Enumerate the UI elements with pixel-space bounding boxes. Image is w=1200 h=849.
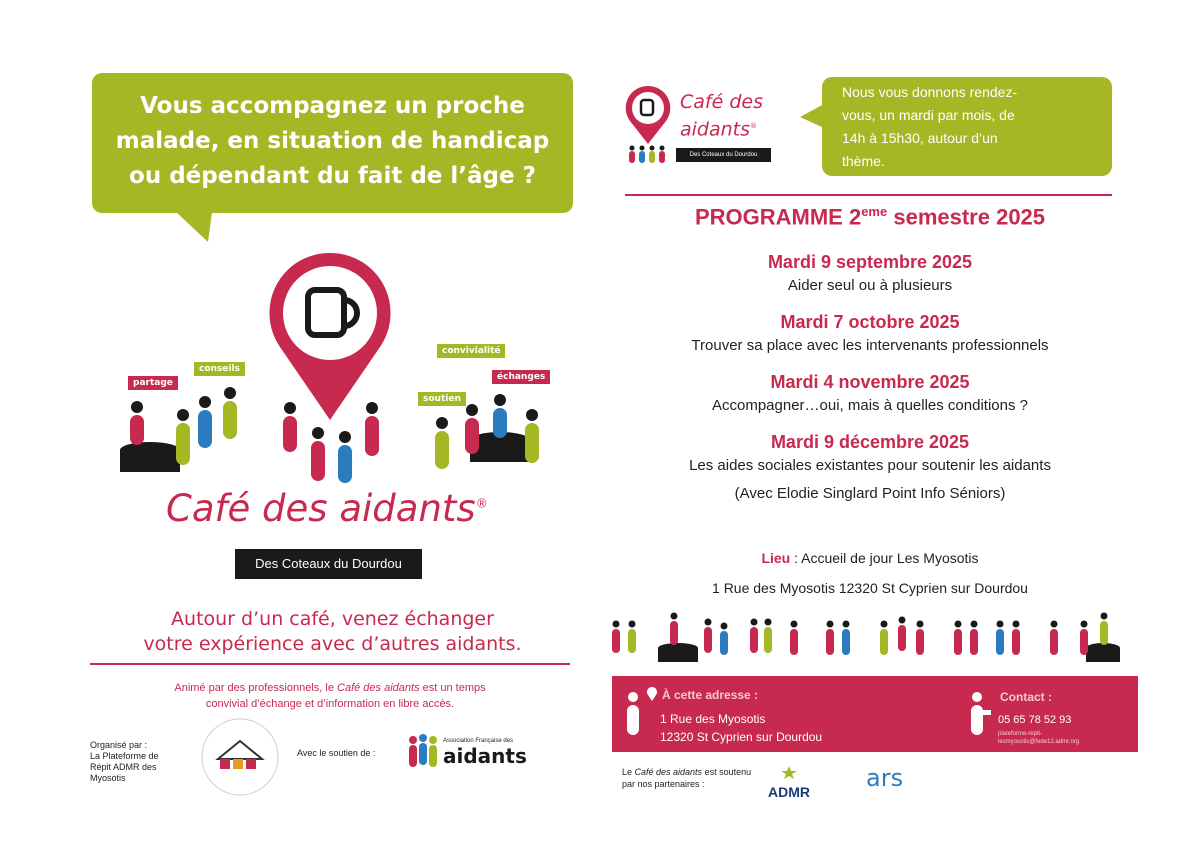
- contact-phone: 05 65 78 52 93: [998, 714, 1072, 726]
- ars-logo: ars: [866, 764, 904, 792]
- tag-convivialite: convivialité: [437, 344, 505, 358]
- event-item: [620, 430, 1120, 482]
- tagline: Autour d’un café, venez échanger votre expérience avec d’autres aidants.: [143, 608, 522, 655]
- event-theme: Les aides sociales existantes pour soutenir les aidants: [689, 457, 1051, 474]
- contact-box: [612, 676, 1138, 752]
- event-date: Mardi 4 novembre 2025: [770, 372, 970, 392]
- contact-person-icon: [964, 690, 994, 738]
- admr-star-icon: [779, 766, 799, 780]
- partner-logo-small: Association Française des: [443, 738, 514, 744]
- footer-address: 1 Rue des Myosotis 12320 St Cyprien sur Dourdou: [660, 712, 823, 744]
- lieu-line: Lieu : Accueil de jour Les Myosotis: [761, 550, 979, 566]
- tag-soutien: soutien: [418, 392, 466, 406]
- right-logo-title: Café des aidants®: [680, 91, 763, 141]
- right-logo-pin: [620, 82, 680, 164]
- headline-line-1: Vous accompagnez un proche: [140, 93, 525, 119]
- right-top-divider: [625, 194, 1112, 196]
- right-logo-subtitle: Des Coteaux du Dourdou: [676, 148, 771, 162]
- event-date: Mardi 7 octobre 2025: [780, 312, 960, 332]
- cafe-illustration: [110, 245, 560, 490]
- partner-aidants-logo: [405, 732, 545, 772]
- event-item: [620, 310, 1120, 370]
- location-person-icon: [620, 690, 646, 738]
- tag-echanges: échanges: [492, 370, 550, 384]
- programme-title: PROGRAMME 2eme semestre 2025: [694, 204, 1046, 230]
- description: Animé par des professionnels, le Café des aidants est un temps convivial d’échange et d’information en libre accès.: [174, 682, 486, 710]
- contact-email: plateforme-repit- lesmyosotis@fede12.admr.org: [998, 731, 1080, 745]
- people-row-illustration: [608, 610, 1120, 666]
- event-note: (Avec Elodie Singlard Point Info Séniors): [734, 485, 1006, 502]
- pin-icon: [646, 686, 658, 702]
- partner-logo-text: aidants: [443, 744, 527, 768]
- event-theme: Aider seul ou à plusieurs: [787, 277, 953, 294]
- partners-text: Le Café des aidants est soutenu par nos partenaires :: [622, 767, 752, 789]
- footer-address-title: À cette adresse :: [662, 688, 759, 702]
- event-date: Mardi 9 décembre 2025: [770, 432, 970, 452]
- logo-title: Café des aidants®: [166, 487, 488, 530]
- admr-myosotis-logo: [200, 717, 280, 797]
- address-line: 1 Rue des Myosotis 12320 St Cyprien sur Dourdou: [712, 580, 1028, 596]
- event-date: Mardi 9 septembre 2025: [767, 252, 973, 272]
- logo-subtitle: Des Coteaux du Dourdou: [235, 549, 422, 579]
- soutien-label: Avec le soutien de :: [297, 748, 376, 758]
- contact-title: Contact :: [1000, 690, 1052, 704]
- event-theme: Accompagner…oui, mais à quelles conditions ?: [711, 397, 1028, 414]
- tag-conseils: conseils: [194, 362, 245, 376]
- organise-label: Organisé par : La Plateforme de Répit ADMR des Myosotis: [90, 740, 159, 783]
- headline-bubble: [92, 73, 573, 213]
- left-divider: [90, 663, 570, 665]
- bubble-tail: [176, 212, 216, 244]
- admr-logo: ADMR: [758, 766, 820, 799]
- tag-partage: partage: [128, 376, 178, 390]
- headline-line-2: malade, en situation de handicap: [115, 128, 550, 154]
- headline-line-3: ou dépendant du fait de l’âge ?: [129, 163, 536, 189]
- people-icon: [405, 732, 441, 772]
- event-item: [620, 250, 1120, 310]
- rendezvous-bubble: Nous vous donnons rendez- vous, un mardi par mois, de 14h à 15h30, autour d’un thème.: [822, 77, 1112, 176]
- event-theme: Trouver sa place avec les intervenants professionnels: [691, 337, 1049, 354]
- event-list: [620, 250, 1120, 506]
- event-item: [620, 370, 1120, 430]
- rendezvous-bubble-tail: [800, 104, 824, 130]
